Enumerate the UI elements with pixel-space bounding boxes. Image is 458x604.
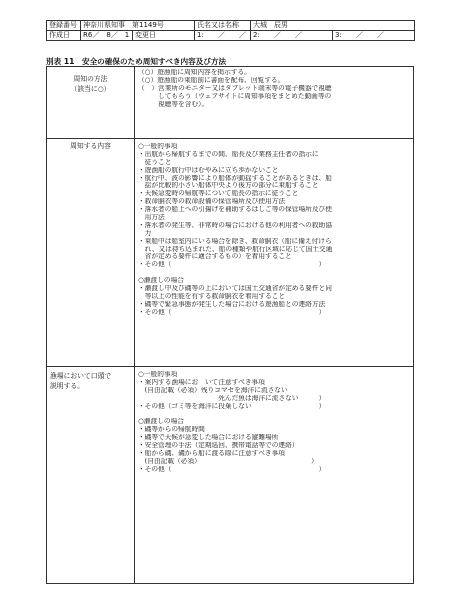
- oral-line: ・磯等からの帰航時間: [138, 426, 205, 434]
- oral-explanation-list: [138, 371, 410, 474]
- name-value: 大城 辰男: [251, 21, 415, 31]
- oral-line: ・その他（ゴミ等を海洋に投棄しない ）: [138, 402, 326, 410]
- oral-line: ○一般的事項: [138, 371, 178, 378]
- oral-explanation-label-line: 説明する。: [50, 382, 84, 390]
- notice-method-label-note: （該当に○）: [70, 85, 111, 93]
- content-line: ・瀬渡し中及び磯等の上においては国土交通省が定める要件と同: [138, 285, 332, 293]
- content-line: れ、又は持ち込まれた、船の種類や航行区域に応じて国土交通: [138, 245, 333, 253]
- content-line: ○一般的事項: [138, 143, 178, 150]
- change-date-1: 1: ／ ／: [195, 31, 251, 41]
- content-line: ・遊漁船の航行中はむやみに立ち歩かないこと: [138, 166, 279, 174]
- content-line: ・出航から帰航するまでの間、船長及び業務主任者の指示に: [138, 150, 319, 158]
- oral-line: (自由記載（必須） ）: [138, 457, 318, 465]
- option-line: （ ）営業所のモニター又はタブレット端末等の電子機器で視聴: [138, 84, 332, 92]
- registration-number-value: 神奈川県知事 第1149号: [81, 21, 195, 31]
- registration-header-table: [46, 20, 415, 41]
- row-divider-1: [47, 138, 413, 139]
- content-line: ○瀬渡しの場合: [138, 277, 184, 285]
- content-line: 従うこと: [138, 158, 172, 166]
- notice-table: [46, 66, 414, 584]
- oral-line: ・案内する漁場にお いて注意すべき事項: [138, 378, 265, 386]
- option-line: （○）遊漁船の乗船前に書面を配布、回覧する。: [138, 76, 285, 84]
- oral-line: ・安全管理の手法（定期巡回、携帯電話等での連絡）: [138, 442, 299, 450]
- registration-number-label: 登録番号: [47, 21, 81, 31]
- notice-method-label-line: 周知の方法: [73, 75, 108, 83]
- name-label: 氏名又は名称: [195, 21, 251, 31]
- change-date-2: 2: ／ ／: [251, 31, 333, 41]
- oral-explanation-label-line: 漁場において口頭で: [50, 372, 112, 380]
- content-line: 省が定める要件に適合するもの）を着用すること: [138, 253, 292, 261]
- content-line: ・磯等で緊急事態が発生した場合における遊漁船との連絡方法: [138, 300, 326, 308]
- option-line: （○）遊漁船に周知内容を掲示する。: [138, 69, 251, 76]
- oral-explanation-label: [47, 371, 134, 391]
- notice-method-options: [138, 69, 410, 108]
- document-title: 別表 11 安全の確保のため周知すべき内容及び方法: [46, 57, 227, 66]
- content-line: ・天候急変時の帰航等について船長の指示に従うこと: [138, 190, 299, 198]
- content-line: 揺が比較的小さい船体中央より後方の部分に乗船すること: [138, 182, 319, 190]
- content-line: 等以上の性能を有する救命胴衣を着用すること: [138, 292, 286, 300]
- oral-line: [138, 410, 410, 418]
- created-date-label: 作成日: [47, 31, 81, 41]
- content-line: ・乗船中は船室内にいる場合を除き、救命胴衣（船に備え付けら: [138, 237, 332, 245]
- option-line: してもらう（ウェブサイトに周知事項をまとめた動画等の: [138, 92, 332, 100]
- oral-line: (自由記載（必須）残りコマセを海洋に流さない: [138, 386, 288, 394]
- oral-line: 死んだ魚は海洋に流さない ）: [138, 394, 326, 402]
- option-line: 視聴等を含む）。: [138, 100, 209, 108]
- content-line: ・航行中、波の影響により船体が動揺することがあるときは、船: [138, 174, 332, 182]
- notice-content-label: [47, 141, 134, 151]
- changed-date-label: 変更日: [133, 31, 195, 41]
- content-line: ・その他（ ）: [138, 261, 326, 269]
- content-line: [138, 269, 410, 277]
- content-line: ・落水者の船上への引揚げを補助するはしご等の保管場所及び使: [138, 206, 332, 214]
- notice-content-list: [138, 143, 410, 317]
- created-date-value: R6／ 8／ 1: [81, 31, 133, 41]
- content-line: ・救命胴衣等の救命設備の保管場所及び使用方法: [138, 198, 286, 206]
- content-line: ・その他（ ）: [138, 308, 326, 316]
- change-date-3: 3: ／ ／: [333, 31, 415, 41]
- oral-line: ・船から磯、磯から船に渡る際に注意すべき事項: [138, 449, 285, 457]
- row-divider-2: [47, 366, 413, 367]
- content-line: ・落水者の発生等、非常時の場合における他の利用者への救助協: [138, 221, 332, 229]
- notice-method-label: [47, 74, 134, 94]
- content-line: 力: [138, 229, 152, 237]
- oral-line: ○瀬渡しの場合: [138, 418, 184, 426]
- oral-line: ・磯等で天候が急変した場合における避難場所: [138, 434, 279, 442]
- column-divider: [134, 67, 135, 583]
- content-line: 用方法: [138, 214, 165, 222]
- notice-content-label-line: 周知する内容: [70, 142, 111, 150]
- oral-line: ・その他（ ）: [138, 465, 326, 473]
